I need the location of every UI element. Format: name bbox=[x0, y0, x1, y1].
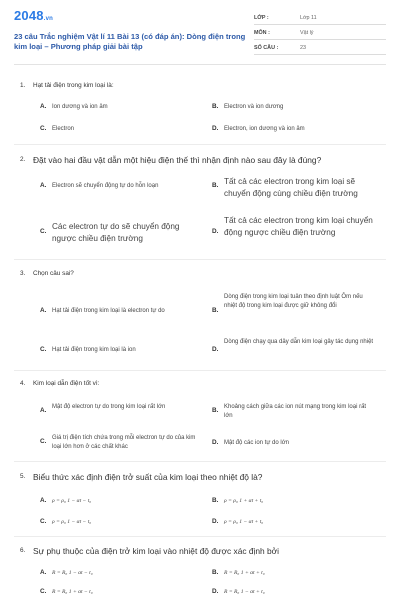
option-text: Mật độ các ion tự do lớn bbox=[224, 440, 289, 446]
option-formula: R = R₀ 1 − αt − t₀ bbox=[52, 570, 93, 576]
question-text: Chọn câu sai? bbox=[33, 270, 74, 277]
option-letter: C. bbox=[40, 125, 47, 132]
question-divider bbox=[14, 536, 386, 537]
option-letter: A. bbox=[40, 182, 47, 189]
meta-subject bbox=[254, 29, 386, 40]
question-divider bbox=[14, 259, 386, 260]
option-letter: B. bbox=[212, 407, 219, 414]
document-title: 23 câu Trắc nghiệm Vật lí 11 Bài 13 (có đáp án): Dòng điện trong kim loại – Phương pháp giải bài tập bbox=[14, 32, 246, 51]
option-text: Khoảng cách giữa các ion nút mạng trong kim loại rất lớn bbox=[224, 404, 367, 419]
option-formula: R = R₀ 1 + αt − t₀ bbox=[52, 589, 93, 595]
meta-count-label: SỐ CÂU : bbox=[254, 45, 279, 51]
logo-main: 2048 bbox=[14, 8, 44, 23]
option-letter: D. bbox=[212, 346, 219, 353]
option-text: Electron và ion dương bbox=[224, 104, 284, 110]
option-letter: D. bbox=[212, 125, 219, 132]
option-letter: D. bbox=[212, 228, 219, 235]
meta-class-value: Lớp 11 bbox=[300, 15, 317, 21]
option-letter: C. bbox=[40, 438, 47, 445]
option-letter: A. bbox=[40, 407, 47, 414]
question-number: 5. bbox=[20, 473, 26, 480]
option-letter: A. bbox=[40, 307, 47, 314]
meta-subject-label: MÔN : bbox=[254, 30, 270, 36]
meta-subject-value: Vật lý bbox=[300, 30, 314, 36]
question-number: 3. bbox=[20, 270, 26, 277]
meta-class bbox=[254, 14, 386, 25]
question-divider bbox=[14, 461, 386, 462]
question-number: 1. bbox=[20, 82, 26, 89]
option-text: Giá trị điện tích chứa trong mỗi electron tự do của kim loại lớn hơn ở các chất khác bbox=[52, 435, 196, 450]
option-formula: ρ = ρ₀ 1 − αt − t₀ bbox=[52, 498, 92, 504]
question-number: 4. bbox=[20, 380, 26, 387]
question-text: Hạt tải điện trong kim loại là: bbox=[33, 82, 114, 89]
option-formula: ρ = ρ₀ 1 − αt − t₀ bbox=[52, 519, 92, 525]
option-text: Dòng điện trong kim loại tuân theo định luật Ôm nếu nhiệt độ trong kim loại được giữ không đổi bbox=[224, 294, 363, 309]
page-header bbox=[14, 8, 386, 62]
option-text: Ion dương và ion âm bbox=[52, 104, 108, 110]
option-letter: A. bbox=[40, 103, 47, 110]
option-letter: C. bbox=[40, 346, 47, 353]
option-formula: ρ = ρ₀ 1 − αt + t₀ bbox=[224, 519, 264, 525]
question-number: 6. bbox=[20, 547, 26, 554]
option-text: Tất cả các electron trong kim loại chuyển động ngược chiều điện trường bbox=[224, 216, 373, 237]
option-letter: D. bbox=[212, 439, 219, 446]
option-letter: B. bbox=[212, 569, 219, 576]
option-text: Dòng điện chạy qua dây dẫn kim loại gây tác dụng nhiệt bbox=[224, 339, 374, 345]
question-divider bbox=[14, 370, 386, 371]
option-letter: D. bbox=[212, 518, 219, 525]
option-formula: R = R₀ 1 + αt + t₀ bbox=[224, 570, 265, 576]
option-letter: C. bbox=[40, 518, 47, 525]
option-letter: D. bbox=[212, 588, 219, 595]
option-letter: A. bbox=[40, 497, 47, 504]
option-letter: A. bbox=[40, 569, 47, 576]
question-text: Biểu thức xác định điện trở suất của kim loại theo nhiệt độ là? bbox=[33, 472, 263, 482]
option-text: Mật độ electron tự do trong kim loại rất lớn bbox=[52, 404, 166, 410]
option-letter: B. bbox=[212, 103, 219, 110]
question-divider bbox=[14, 144, 386, 145]
site-logo[interactable] bbox=[14, 8, 53, 23]
logo-ext: .vn bbox=[43, 16, 54, 22]
option-text: Electron bbox=[52, 126, 75, 132]
option-text: Hạt tải điện trong kim loại là electron tự do bbox=[52, 308, 165, 314]
option-text: Electron, ion dương và ion âm bbox=[224, 126, 305, 132]
question-text: Kim loại dẫn điện tốt vì: bbox=[33, 380, 100, 387]
option-letter: B. bbox=[212, 182, 219, 189]
document-meta bbox=[254, 14, 386, 59]
question-text: Đặt vào hai đầu vật dẫn một hiệu điện thế thì nhận định nào sau đây là đúng? bbox=[33, 155, 322, 165]
option-text: Các electron tự do sẽ chuyển động ngược chiều điện trường bbox=[52, 222, 180, 243]
option-text: Tất cả các electron trong kim loại sẽ chuyển động cùng chiều điện trường bbox=[224, 177, 358, 198]
option-text: Hạt tải điện trong kim loại là ion bbox=[52, 347, 136, 353]
meta-class-label: LỚP : bbox=[254, 15, 269, 21]
option-letter: B. bbox=[212, 497, 219, 504]
meta-count-value: 23 bbox=[300, 45, 306, 51]
option-formula: R = R₀ 1 − αt + t₀ bbox=[224, 589, 265, 595]
question-number: 2. bbox=[20, 156, 26, 163]
option-formula: ρ = ρ₀ 1 + αt + t₀ bbox=[224, 498, 264, 504]
option-letter: C. bbox=[40, 588, 47, 595]
option-text: Electron sẽ chuyển động tự do hỗn loạn bbox=[52, 183, 159, 189]
question-text: Sự phụ thuộc của điện trở kim loại vào nhiệt độ được xác định bởi bbox=[33, 546, 280, 556]
meta-count bbox=[254, 44, 386, 55]
header-divider bbox=[14, 64, 386, 65]
option-letter: B. bbox=[212, 307, 219, 314]
option-letter: C. bbox=[40, 228, 47, 235]
